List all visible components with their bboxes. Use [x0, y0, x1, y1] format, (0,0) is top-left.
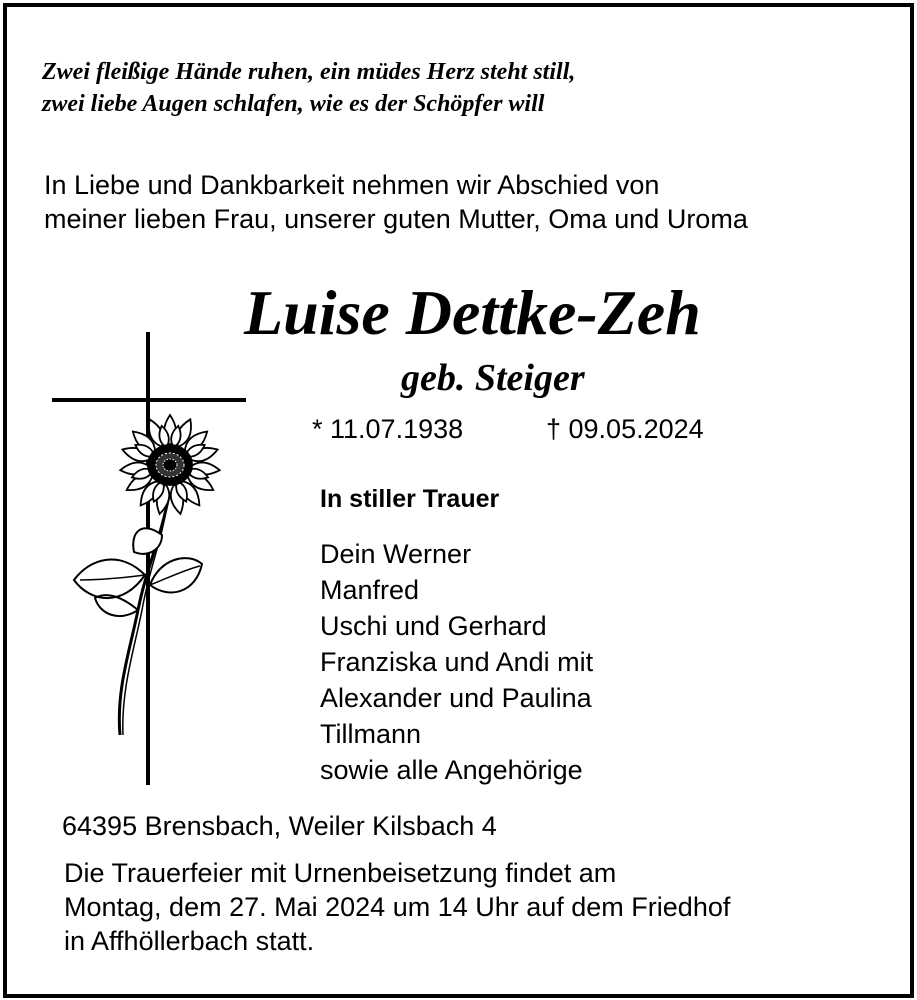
mourners-list — [320, 536, 593, 788]
death-date: † 09.05.2024 — [546, 414, 704, 444]
address: 64395 Brensbach, Weiler Kilsbach 4 — [62, 811, 497, 841]
verse — [42, 56, 575, 120]
mourner-name: Manfred — [320, 575, 420, 605]
intro-text — [44, 168, 748, 236]
intro-line-1: In Liebe und Dankbarkeit nehmen wir Abschied von — [44, 170, 660, 200]
mourner-name: sowie alle Angehörige — [320, 755, 583, 785]
service-line-2: Montag, dem 27. Mai 2024 um 14 Uhr auf dem Friedhof — [64, 892, 731, 922]
cross-with-sunflower-icon — [50, 330, 250, 790]
birth-date: * 11.07.1938 — [312, 414, 464, 444]
mourning-heading: In stiller Trauer — [320, 485, 500, 513]
mourner-name: Uschi und Gerhard — [320, 611, 547, 641]
verse-line-1: Zwei fleißige Hände ruhen, ein müdes Herz steht still, — [42, 59, 576, 85]
service-line-3: in Affhöllerbach statt. — [64, 926, 315, 956]
maiden-name: geb. Steiger — [401, 357, 585, 399]
mourner-name: Dein Werner — [320, 539, 472, 569]
service-line-1: Die Trauerfeier mit Urnenbeisetzung findet am — [64, 858, 617, 888]
verse-line-2: zwei liebe Augen schlafen, wie es der Schöpfer will — [42, 91, 545, 117]
deceased-name: Luise Dettke-Zeh — [244, 277, 701, 348]
mourner-name: Franziska und Andi mit — [320, 647, 594, 677]
mourner-name: Alexander und Paulina — [320, 683, 592, 713]
intro-line-2: meiner lieben Frau, unserer guten Mutter, Oma und Uroma — [44, 204, 748, 234]
mourner-name: Tillmann — [320, 719, 422, 749]
service-info — [64, 856, 730, 958]
